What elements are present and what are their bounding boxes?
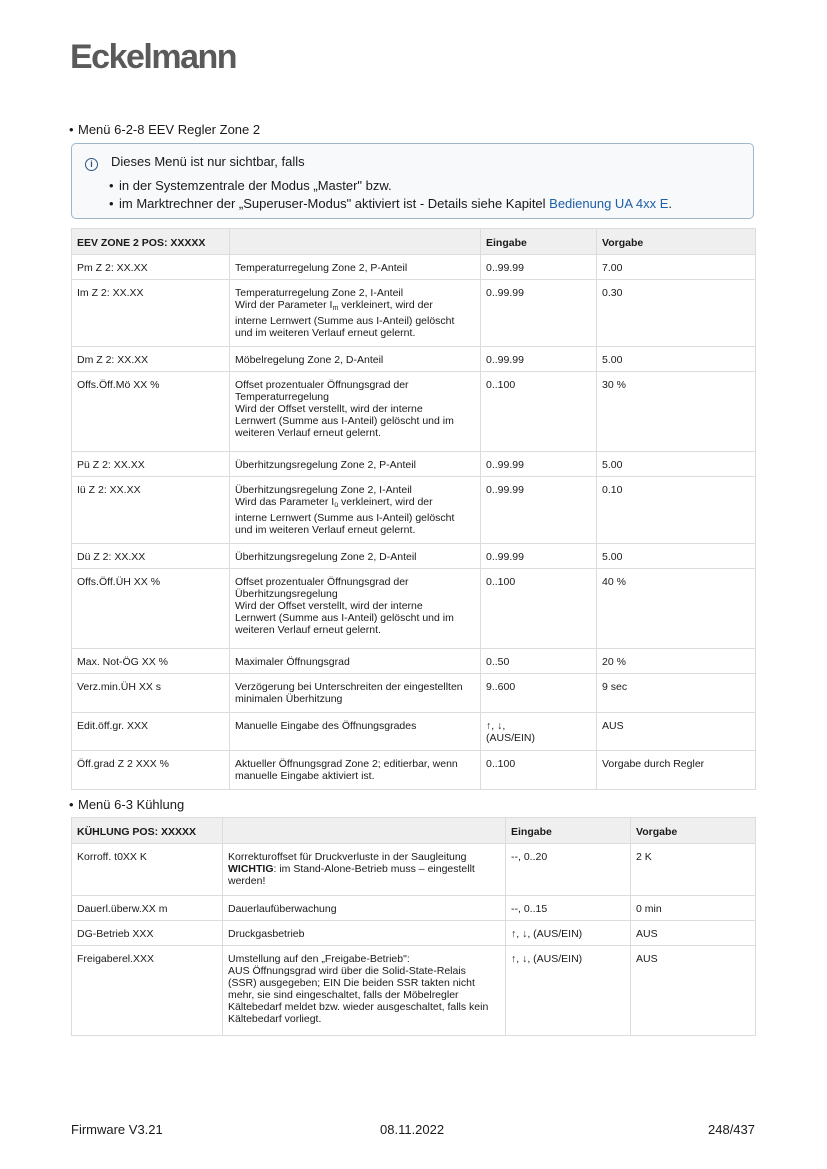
- desc-cell: Offset prozentualer Öffnungsgrad der Temperaturregelung Wird der Offset verstellt, wird der interne Lernwert (Summe aus I-Anteil) gelöscht und im weiteren Verlauf erneut gelernt.: [230, 372, 481, 452]
- default-cell: 30 %: [597, 372, 756, 452]
- default-cell: 5.00: [597, 544, 756, 569]
- param-cell: Pm Z 2: XX.XX: [72, 255, 230, 280]
- table-row: [72, 713, 756, 751]
- desc-cell: Umstellung auf den „Freigabe-Betrieb": AUS Öffnungsgrad wird über die Solid-State-Relais (SSR) ausgegeben; EIN Die beiden SSR takten nicht mehr, sie sind eingeschaltet, falls der Möbelregler Kältebedarf meldet bzw. wieder ausgeschaltet, falls kein Kältebedarf vorliegt.: [223, 946, 506, 1036]
- param-cell: Im Z 2: XX.XX: [72, 280, 230, 347]
- footer-firmware: Firmware V3.21: [71, 1122, 163, 1137]
- param-cell: Pü Z 2: XX.XX: [72, 452, 230, 477]
- input-cell: --, 0..15: [506, 896, 631, 921]
- table-kuehlung: [71, 817, 756, 1036]
- desc-cell: Temperaturregelung Zone 2, I-Anteil Wird der Parameter $I_m$ verkleinert, wird der interne Lernwert (Summe aus I-Anteil) gelöscht und im weiteren Verlauf erneut gelernt.: [230, 280, 481, 347]
- param-cell: Korroff. t0XX K: [72, 844, 223, 896]
- table-row: [72, 844, 756, 896]
- desc-cell: Offset prozentualer Öffnungsgrad der Überhitzungsregelung Wird der Offset verstellt, wird der interne Lernwert (Summe aus I-Anteil) gelöscht und im weiteren Verlauf erneut gelernt.: [230, 569, 481, 649]
- param-cell: Verz.min.ÜH XX s: [72, 674, 230, 713]
- table-row: [72, 896, 756, 921]
- table-row: [72, 921, 756, 946]
- header-cell: Vorgabe: [631, 818, 756, 844]
- default-cell: 0.30: [597, 280, 756, 347]
- table-header: [72, 818, 756, 844]
- table-header: [72, 229, 756, 255]
- desc-cell: Korrekturoffset für Druckverluste in der Saugleitung WICHTIG: im Stand-Alone-Betrieb muss – eingestellt werden!: [223, 844, 506, 896]
- header-cell: [223, 818, 506, 844]
- input-cell: 0..99.99: [481, 477, 597, 544]
- footer-date: 08.11.2022: [380, 1122, 445, 1137]
- input-cell: 0..99.99: [481, 255, 597, 280]
- param-cell: Öff.grad Z 2 XXX %: [72, 751, 230, 790]
- table-row: [72, 347, 756, 372]
- input-cell: 0..100: [481, 751, 597, 790]
- param-cell: Edit.öff.gr. XXX: [72, 713, 230, 751]
- header-cell: Eingabe: [506, 818, 631, 844]
- param-cell: DG-Betrieb XXX: [72, 921, 223, 946]
- input-cell: 0..100: [481, 372, 597, 452]
- default-cell: 5.00: [597, 452, 756, 477]
- table-row: [72, 674, 756, 713]
- default-cell: AUS: [631, 921, 756, 946]
- table-row: [72, 751, 756, 790]
- default-cell: 2 K: [631, 844, 756, 896]
- desc-cell: Maximaler Öffnungsgrad: [230, 649, 481, 674]
- default-cell: AUS: [631, 946, 756, 1036]
- param-cell: Max. Not-ÖG XX %: [72, 649, 230, 674]
- table-row: [72, 280, 756, 347]
- input-cell: 0..100: [481, 569, 597, 649]
- param-cell: Offs.Öff.Mö XX %: [72, 372, 230, 452]
- info-item-superuser: • im Marktrechner der „Superuser-Modus" aktiviert ist - Details siehe Kapitel Bedienung UA 4xx E.: [119, 195, 672, 213]
- desc-cell: Dauerlaufüberwachung: [223, 896, 506, 921]
- input-cell: ↑, ↓, (AUS/EIN): [506, 946, 631, 1036]
- input-cell: 9..600: [481, 674, 597, 713]
- table-row: [72, 255, 756, 280]
- desc-cell: Überhitzungsregelung Zone 2, P-Anteil: [230, 452, 481, 477]
- input-cell: 0..99.99: [481, 544, 597, 569]
- info-intro: Dieses Menü ist nur sichtbar, falls: [111, 154, 305, 169]
- header-cell: [230, 229, 481, 255]
- desc-cell: Verzögerung bei Unterschreiten der eingestellten minimalen Überhitzung: [230, 674, 481, 713]
- desc-cell: Überhitzungsregelung Zone 2, D-Anteil: [230, 544, 481, 569]
- info-item-master: • in der Systemzentrale der Modus „Master" bzw.: [119, 177, 672, 195]
- input-cell: 0..50: [481, 649, 597, 674]
- default-cell: 7.00: [597, 255, 756, 280]
- default-cell: 0.10: [597, 477, 756, 544]
- desc-cell: Manuelle Eingabe des Öffnungsgrades: [230, 713, 481, 751]
- header-cell: Eingabe: [481, 229, 597, 255]
- table-row: [72, 452, 756, 477]
- param-cell: Iü Z 2: XX.XX: [72, 477, 230, 544]
- table-eev-zone-2: [71, 228, 756, 790]
- input-cell: ↑, ↓, (AUS/EIN): [506, 921, 631, 946]
- default-cell: 5.00: [597, 347, 756, 372]
- section-heading-6-2-8: • Menü 6-2-8 EEV Regler Zone 2: [78, 122, 260, 137]
- input-cell: 0..99.99: [481, 452, 597, 477]
- param-cell: Dü Z 2: XX.XX: [72, 544, 230, 569]
- header-cell: KÜHLUNG POS: XXXXX: [72, 818, 223, 844]
- desc-cell: Druckgasbetrieb: [223, 921, 506, 946]
- default-cell: AUS: [597, 713, 756, 751]
- table-row: [72, 544, 756, 569]
- input-cell: ↑, ↓, (AUS/EIN): [481, 713, 597, 751]
- table-row: [72, 569, 756, 649]
- default-cell: 0 min: [631, 896, 756, 921]
- info-list: [119, 177, 672, 213]
- param-cell: Offs.Öff.ÜH XX %: [72, 569, 230, 649]
- brand-logo: Eckelmann: [70, 38, 237, 76]
- param-cell: Freigaberel.XXX: [72, 946, 223, 1036]
- input-cell: --, 0..20: [506, 844, 631, 896]
- table-row: [72, 946, 756, 1036]
- header-cell: Vorgabe: [597, 229, 756, 255]
- table-row: [72, 649, 756, 674]
- header-cell: EEV ZONE 2 POS: XXXXX: [72, 229, 230, 255]
- param-cell: Dauerl.überw.XX m: [72, 896, 223, 921]
- default-cell: Vorgabe durch Regler: [597, 751, 756, 790]
- section-heading-6-3: • Menü 6-3 Kühlung: [78, 797, 184, 812]
- default-cell: 40 %: [597, 569, 756, 649]
- info-box: [71, 143, 754, 219]
- default-cell: 9 sec: [597, 674, 756, 713]
- footer-page-number: 248/437: [708, 1122, 755, 1137]
- desc-cell: Überhitzungsregelung Zone 2, I-Anteil Wird das Parameter $I_ü$ verkleinert, wird der interne Lernwert (Summe aus I-Anteil) gelöscht und im weiteren Verlauf erneut gelernt.: [230, 477, 481, 544]
- input-cell: 0..99.99: [481, 280, 597, 347]
- desc-cell: Aktueller Öffnungsgrad Zone 2; editierbar, wenn manuelle Eingabe aktiviert ist.: [230, 751, 481, 790]
- table-row: [72, 372, 756, 452]
- default-cell: 20 %: [597, 649, 756, 674]
- desc-cell: Temperaturregelung Zone 2, P-Anteil: [230, 255, 481, 280]
- desc-cell: Möbelregelung Zone 2, D-Anteil: [230, 347, 481, 372]
- param-cell: Dm Z 2: XX.XX: [72, 347, 230, 372]
- table-row: [72, 477, 756, 544]
- link-bedienung-ua4xx[interactable]: Bedienung UA 4xx E: [549, 196, 669, 211]
- info-icon: i: [85, 158, 98, 171]
- input-cell: 0..99.99: [481, 347, 597, 372]
